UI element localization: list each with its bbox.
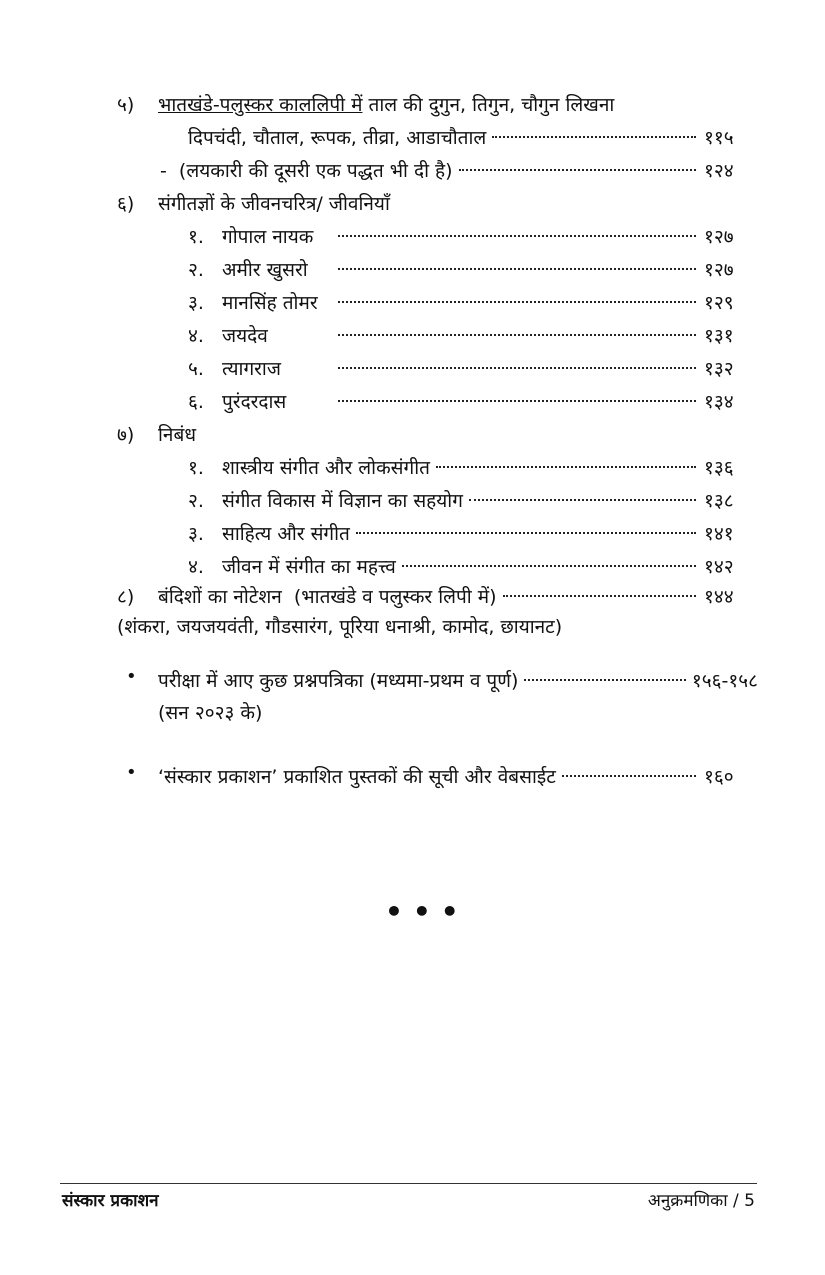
toc-entry[interactable] bbox=[188, 453, 748, 483]
entry-number: ६. bbox=[188, 391, 204, 413]
dot-leader bbox=[459, 169, 696, 171]
entry-number: १. bbox=[188, 457, 204, 479]
toc-entry-section-8[interactable] bbox=[117, 582, 748, 612]
section-8-subtitle bbox=[117, 612, 562, 642]
dot-leader bbox=[503, 595, 696, 597]
year-note: (सन २०२३ के) bbox=[158, 702, 263, 724]
dot-leader bbox=[338, 400, 696, 402]
toc-entry-bullet[interactable] bbox=[158, 762, 748, 792]
page-number: १२९ bbox=[704, 292, 734, 314]
entry-label: गोपाल नायक bbox=[222, 226, 314, 248]
toc-entry[interactable] bbox=[188, 123, 748, 153]
dot-leader bbox=[402, 565, 696, 567]
bullet-icon: • bbox=[126, 762, 137, 783]
section-title-underlined: भातखंडे-पलुस्कर काललिपी में bbox=[158, 94, 363, 116]
section-number: ८) bbox=[117, 586, 135, 608]
raga-list: (शंकरा, जयजयवंती, गौडसारंग, पूरिया धनाश्री, कामोद, छायानट) bbox=[117, 616, 563, 638]
dot-leader bbox=[338, 367, 696, 369]
dot-leader bbox=[562, 775, 696, 777]
section-title: बंदिशों का नोटेशन (भातखंडे व पलुस्कर लिपी में) bbox=[158, 586, 497, 608]
page-number: १२४ bbox=[704, 160, 734, 182]
dot-leader bbox=[492, 136, 696, 138]
toc-entry-bullet[interactable] bbox=[158, 666, 758, 696]
toc-entry[interactable] bbox=[188, 354, 748, 384]
dot-leader bbox=[436, 466, 696, 468]
section-title: संगीतज्ञों के जीवनचरित्र/ जीवनियाँ bbox=[158, 193, 390, 215]
entry-label: - (लयकारी की दूसरी एक पद्धत भी दी है) bbox=[160, 160, 453, 182]
toc-entry[interactable] bbox=[188, 387, 748, 417]
toc-entry[interactable] bbox=[188, 288, 748, 318]
toc-entry[interactable] bbox=[188, 321, 748, 351]
section-number: ५) bbox=[117, 94, 135, 116]
section-7-heading bbox=[117, 420, 196, 450]
dot-leader bbox=[338, 235, 696, 237]
dot-leader bbox=[356, 532, 696, 534]
page-number: ११५ bbox=[704, 127, 734, 149]
page-number: १२७ bbox=[704, 226, 734, 248]
section-end-ornament: ••• bbox=[385, 895, 469, 928]
entry-number: ४. bbox=[188, 325, 204, 347]
section-title: निबंध bbox=[158, 424, 197, 446]
section-number: ६) bbox=[117, 193, 135, 215]
dot-leader bbox=[469, 499, 696, 501]
toc-entry[interactable] bbox=[188, 222, 748, 252]
footer-publisher: संस्कार प्रकाशन bbox=[62, 1191, 159, 1211]
entry-label: त्यागराज bbox=[222, 358, 281, 380]
toc-entry[interactable] bbox=[188, 255, 748, 285]
page-number: १३६ bbox=[704, 457, 734, 479]
dot-leader bbox=[524, 679, 686, 681]
dot-leader bbox=[338, 301, 696, 303]
page-number: १४४ bbox=[704, 586, 734, 608]
entry-label: अमीर खुसरो bbox=[222, 259, 308, 281]
page-number: १५६-१५८ bbox=[691, 670, 758, 692]
toc-entry[interactable] bbox=[188, 486, 748, 516]
page-number: १३२ bbox=[704, 358, 734, 380]
toc-entry[interactable] bbox=[188, 552, 748, 582]
entry-label: ‘संस्कार प्रकाशन’ प्रकाशित पुस्तकों की सूची और वेबसाईट bbox=[158, 766, 556, 788]
entry-number: ५. bbox=[188, 358, 204, 380]
section-6-heading bbox=[117, 189, 390, 219]
footer-page-label: अनुक्रमणिका / 5 bbox=[647, 1191, 755, 1211]
entry-label: परीक्षा में आए कुछ प्रश्नपत्रिका (मध्यमा-प्रथम व पूर्ण) bbox=[158, 670, 519, 692]
entry-label: जीवन में संगीत का महत्त्व bbox=[222, 556, 396, 578]
page-number: १३४ bbox=[704, 391, 734, 413]
entry-number: ३. bbox=[188, 292, 204, 314]
entry-label: साहित्य और संगीत bbox=[222, 523, 350, 545]
entry-label: मानसिंह तोमर bbox=[222, 292, 318, 314]
toc-entry[interactable] bbox=[160, 156, 748, 186]
entry-label: पुरंदरदास bbox=[222, 391, 287, 413]
bullet-subtext bbox=[158, 698, 262, 728]
dot-leader bbox=[338, 268, 696, 270]
section-title: ताल की दुगुन, तिगुन, चौगुन लिखना bbox=[362, 94, 615, 116]
page-number: १४१ bbox=[704, 523, 734, 545]
section-5-heading bbox=[117, 90, 614, 120]
section-number: ७) bbox=[117, 424, 135, 446]
page-number: १६० bbox=[704, 766, 734, 788]
entry-label: जयदेव bbox=[222, 325, 268, 347]
toc-entry[interactable] bbox=[188, 519, 748, 549]
page-number: १३८ bbox=[704, 490, 734, 512]
entry-label: संगीत विकास में विज्ञान का सहयोग bbox=[222, 490, 463, 512]
page-number: १४२ bbox=[704, 556, 734, 578]
bullet-icon: • bbox=[126, 666, 137, 687]
entry-label: शास्त्रीय संगीत और लोकसंगीत bbox=[222, 457, 430, 479]
page-number: १२७ bbox=[704, 259, 734, 281]
footer-divider bbox=[60, 1183, 757, 1184]
entry-number: ३. bbox=[188, 523, 204, 545]
entry-label: दिपचंदी, चौताल, रूपक, तीव्रा, आडाचौताल bbox=[188, 127, 487, 149]
entry-number: २. bbox=[188, 259, 204, 281]
entry-number: ४. bbox=[188, 556, 204, 578]
entry-number: १. bbox=[188, 226, 204, 248]
entry-number: २. bbox=[188, 490, 204, 512]
dot-leader bbox=[338, 334, 696, 336]
page-number: १३१ bbox=[704, 325, 734, 347]
